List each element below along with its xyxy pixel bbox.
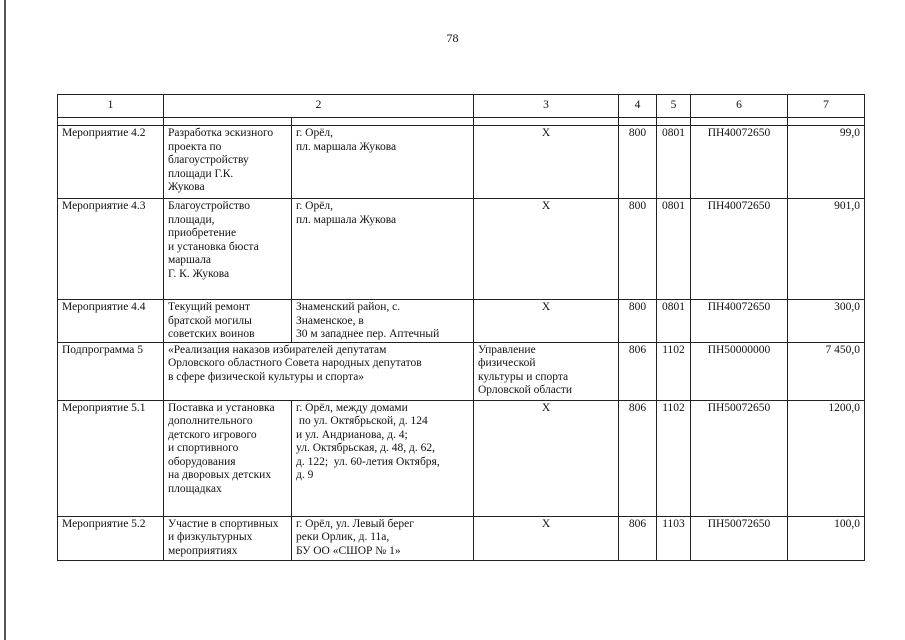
location-cell-line: по ул. Октябрьской, д. 124 (296, 415, 428, 427)
location-cell (292, 400, 474, 516)
table-row (58, 199, 865, 300)
activity-name-cell-line: Благоустройство (168, 200, 250, 212)
activity-code-cell: Подпрограмма 5 (58, 342, 164, 400)
activity-name-cell-line: маршала (168, 254, 211, 266)
location-cell-line: реки Орлик, д. 11а, (296, 531, 390, 543)
column-4-cell: 800 (619, 199, 657, 300)
column-4-cell: 800 (619, 300, 657, 343)
header-spacer-row (58, 118, 865, 126)
activity-name-cell (164, 300, 292, 343)
location-cell-line: пл. маршала Жукова (296, 213, 397, 226)
executor-cell-line: X (541, 517, 551, 530)
amount-cell: 901,0 (788, 199, 865, 300)
column-5-cell: 1102 (657, 400, 691, 516)
activity-name-cell-line: мероприятиях (168, 544, 238, 557)
executor-cell-line: X (541, 301, 551, 313)
program-activities-table (57, 94, 865, 561)
table-row (58, 516, 865, 560)
column-header-7: 7 (788, 95, 865, 118)
subprogram-title-cell-line: в сфере физической культуры и спорта» (168, 370, 365, 383)
column-6-cell: ПН40072650 (691, 199, 788, 300)
executor-cell (474, 126, 619, 199)
executor-cell (474, 199, 619, 300)
activity-name-cell-line: благоустройству (168, 154, 249, 166)
subprogram-title-cell (164, 342, 474, 400)
activity-name-cell-line: Текущий ремонт (168, 301, 250, 313)
executor-cell (474, 400, 619, 516)
column-5-cell: 1102 (657, 342, 691, 400)
location-cell (292, 516, 474, 560)
activity-name-cell (164, 199, 292, 300)
location-cell-line: г. Орёл, между домами (296, 401, 408, 414)
location-cell-line: и ул. Андрианова, д. 4; (296, 428, 408, 441)
activity-code-cell: Мероприятие 5.1 (58, 400, 164, 516)
location-cell-line: д. 9 (296, 469, 314, 481)
column-5-cell: 0801 (657, 199, 691, 300)
column-4-cell: 800 (619, 126, 657, 199)
location-cell-line: пл. маршала Жукова (296, 140, 397, 153)
executor-cell-line: X (541, 200, 551, 212)
executor-cell (474, 300, 619, 343)
activity-name-cell-line: Жукова (168, 181, 205, 193)
subprogram-title-cell-line: «Реализация наказов избирателей депутатам (168, 343, 387, 356)
table-row (58, 400, 865, 516)
table-row (58, 126, 865, 199)
activity-name-cell-line: братской могилы (168, 314, 252, 327)
page-number: 78 (446, 31, 459, 45)
executor-cell-line: культуры и спорта (478, 370, 569, 383)
location-cell-line: г. Орёл, (296, 200, 333, 212)
activity-code-cell: Мероприятие 5.2 (58, 516, 164, 560)
executor-cell-line: Орловской области (478, 384, 573, 396)
activity-name-cell-line: детского игрового (168, 428, 257, 441)
amount-cell: 7 450,0 (788, 342, 865, 400)
subprogram-title-cell-line: Орловского областного Совета народных депутатов (168, 357, 422, 369)
column-4-cell: 806 (619, 516, 657, 560)
column-header-6: 6 (691, 95, 788, 118)
executor-cell-line: физической (478, 357, 536, 369)
activity-code-cell: Мероприятие 4.2 (58, 126, 164, 199)
table-row (58, 300, 865, 343)
location-cell-line: Знаменское, в (296, 314, 364, 327)
column-header-4: 4 (619, 95, 657, 118)
column-6-cell: ПН40072650 (691, 126, 788, 199)
activity-name-cell-line: Разработка эскизного (168, 127, 274, 139)
activity-name-cell-line: и установка бюста (168, 240, 259, 253)
executor-cell (474, 516, 619, 560)
activity-name-cell-line: площади, (168, 213, 215, 226)
column-4-cell: 806 (619, 400, 657, 516)
activity-name-cell-line: проекта по (168, 140, 222, 153)
activity-name-cell-line: советских воинов (168, 328, 255, 340)
column-5-cell: 1103 (657, 516, 691, 560)
column-6-cell: ПН40072650 (691, 300, 788, 343)
table-row (58, 342, 865, 400)
executor-cell-line: Управление (478, 343, 536, 356)
activity-name-cell (164, 126, 292, 199)
activity-name-cell-line: оборудования (168, 455, 236, 468)
amount-cell: 99,0 (788, 126, 865, 199)
activity-name-cell-line: приобретение (168, 227, 237, 239)
activity-code-cell: Мероприятие 4.3 (58, 199, 164, 300)
column-header-1: 1 (58, 95, 164, 118)
column-4-cell: 806 (619, 342, 657, 400)
column-5-cell: 0801 (657, 126, 691, 199)
activity-name-cell-line: Участие в спортивных (168, 517, 279, 530)
location-cell-line: д. 122; ул. 60-летия Октября, (296, 455, 440, 468)
activity-code-cell: Мероприятие 4.4 (58, 300, 164, 343)
executor-cell-line: X (541, 401, 551, 414)
column-header-2: 2 (164, 95, 474, 118)
activity-name-cell-line: Г. К. Жукова (168, 267, 230, 280)
location-cell-line: БУ ОО «СШОР № 1» (296, 544, 401, 557)
activity-name-cell-line: и спортивного (168, 442, 239, 454)
column-number-header (58, 95, 865, 118)
amount-cell: 100,0 (788, 516, 865, 560)
location-cell (292, 300, 474, 343)
column-6-cell: ПН50072650 (691, 400, 788, 516)
page-edge-line (4, 0, 6, 640)
activity-name-cell (164, 516, 292, 560)
location-cell-line: г. Орёл, (296, 127, 333, 139)
location-cell-line: Знаменский район, с. (296, 301, 401, 313)
location-cell-line: 30 м западнее пер. Аптечный (296, 328, 440, 340)
column-6-cell: ПН50000000 (691, 342, 788, 400)
location-cell-line: ул. Октябрьская, д. 48, д. 62, (296, 442, 435, 454)
activity-name-cell-line: на дворовых детских (168, 469, 272, 481)
executor-cell (474, 342, 619, 400)
column-header-5: 5 (657, 95, 691, 118)
column-6-cell: ПН50072650 (691, 516, 788, 560)
executor-cell-line: X (541, 127, 551, 139)
activity-name-cell-line: и физкультурных (168, 531, 253, 543)
amount-cell: 300,0 (788, 300, 865, 343)
activity-name-cell-line: Поставка и установка (168, 401, 275, 414)
location-cell (292, 126, 474, 199)
activity-name-cell-line: площади Г.К. (168, 167, 234, 180)
activity-name-cell-line: дополнительного (168, 415, 253, 427)
column-5-cell: 0801 (657, 300, 691, 343)
location-cell (292, 199, 474, 300)
amount-cell: 1200,0 (788, 400, 865, 516)
column-header-3: 3 (474, 95, 619, 118)
activity-name-cell-line: площадках (168, 482, 222, 495)
activity-name-cell (164, 400, 292, 516)
location-cell-line: г. Орёл, ул. Левый берег (296, 517, 414, 530)
